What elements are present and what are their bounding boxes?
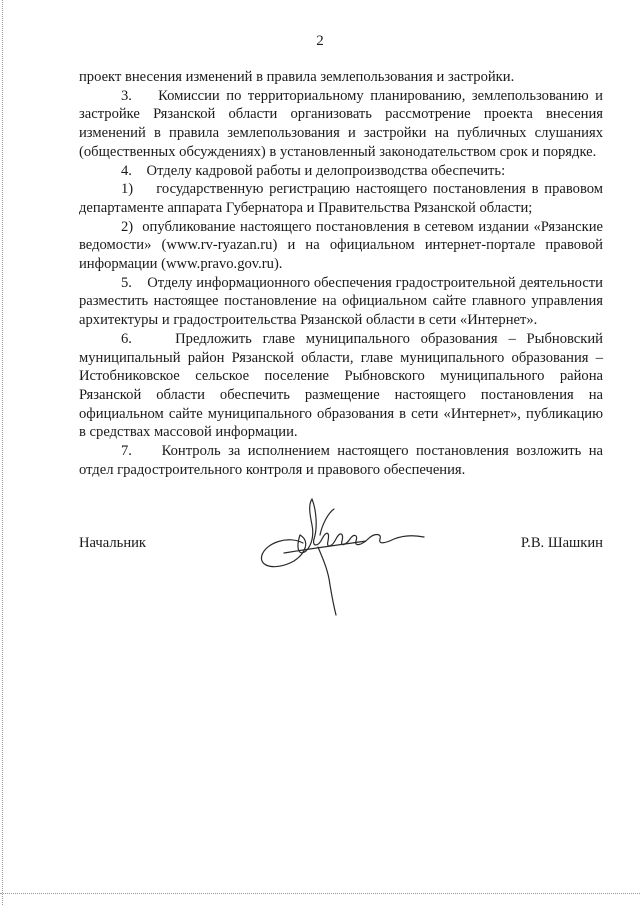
paragraph-item-3: 3. Комиссии по территориальному планированию, землепользованию и застройке Рязанской области организовать рассмотрение проекта внесения изменений в правила землепользования и застройки на публичных слушаниях (общественных обсуждениях) в установленный законодательством срок и порядке. xyxy=(79,87,603,160)
scan-left-border xyxy=(2,0,3,905)
document-body xyxy=(79,68,603,479)
paragraph-continuation: проект внесения изменений в правила землепользования и застройки. xyxy=(79,69,515,85)
signatory-name: Р.В. Шашкин xyxy=(520,535,603,551)
scan-bottom-border xyxy=(0,893,640,894)
signature-row xyxy=(79,535,603,565)
page-number: 2 xyxy=(316,33,324,49)
paragraph-item-4-1: 1) государственную регистрацию настоящего постановления в правовом департаменте аппарата Губернатора и Правительства Рязанской области; xyxy=(79,181,603,216)
paragraph-item-4-2: 2) опубликование настоящего постановления в сетевом издании «Рязанские ведомости» (www.rv-ryazan.ru) и на официальном интернет-портале правовой информации (www.pravo.gov.ru). xyxy=(79,218,603,273)
paragraph-item-6: 6. Предложить главе муниципального образования – Рыбновский муниципальный район Рязанской области, главе муниципального образования – Истобниковское сельское поселение Рыбновского муниципального района Рязанской области обеспечить размещение настоящего постановления на официальном сайте муниципального образования в сети «Интернет», публикацию в средствах массовой информации. xyxy=(79,330,603,441)
signatory-title: Начальник xyxy=(79,535,147,551)
paragraph-item-4: 4. Отделу кадровой работы и делопроизводства обеспечить: xyxy=(121,162,506,179)
paragraph-item-7: 7. Контроль за исполнением настоящего постановления возложить на отдел градостроительного контроля и правового обеспечения. xyxy=(79,443,603,478)
paragraph-item-5: 5. Отделу информационного обеспечения градостроительной деятельности разместить настоящее постановление на официальном сайте главного управления архитектуры и градостроительства Рязанской области в сети «Интернет». xyxy=(79,274,603,329)
